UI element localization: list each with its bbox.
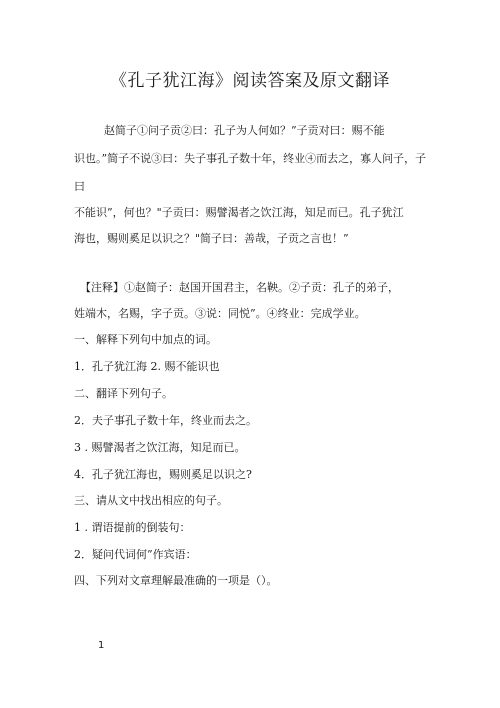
passage-line-2: 识也。”简子不说③曰：失子事孔子数十年，终业④而去之，寡人问子，子 [74,152,427,165]
question-heading-2: 二、翻译下列句子。 [74,387,173,400]
question-heading-1: 一、解释下列句中加点的词。 [74,333,217,346]
passage-line-1: 赵简子①问子贡②曰：孔子为人何如？”子贡对曰：赐不能 [104,124,385,137]
question-item: 1．孔子犹江海 2. 赐不能识也 [74,360,220,373]
passage-line-3: 曰 [74,180,85,193]
note-line-1: 【注释】①赵简子：赵国开国君主，名鞅。②子贡：孔子的弟子， [80,281,399,294]
question-heading-3: 三、请从文中找出相应的句子。 [74,494,228,507]
page-number: 1 [98,640,105,651]
question-item: 2．夫子事孔子数十年，终业而去之。 [74,414,257,427]
note-line-2: 姓端木，名赐，字子贡。③说：同悦”。④终业：完成学业。 [74,307,366,320]
question-item: 3 . 赐譬渴者之饮江海，知足而已。 [74,441,246,454]
question-item: 2．疑问代词何”作宾语： [74,548,197,561]
question-heading-4: 四、下列对文章理解最准确的一项是（）。 [74,574,278,587]
page-title: 《孔子犹江海》阅读答案及原文翻译 [110,71,390,91]
question-item: 1 . 谓语提前的倒装句： [74,521,191,534]
question-item: 4．孔子犹江海也，赐则奚足以识之? [74,468,252,481]
passage-line-5: 海也，赐则奚足以识之？"简子曰：善哉，子贡之言也！” [74,232,349,245]
passage-line-4: 不能识”，何也？"子贡曰：赐譬渴者之饮江海，知足而已。孔子犹江 [74,206,404,219]
